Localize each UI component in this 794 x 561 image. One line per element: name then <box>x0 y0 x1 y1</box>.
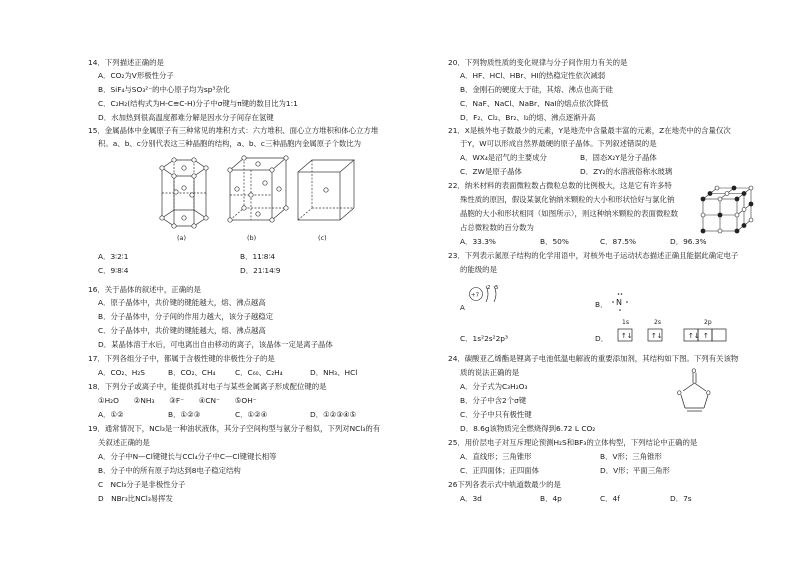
q21-option-d: D．ZY₂的水溶液俗称水玻璃 <box>580 167 673 176</box>
q25-stem: 25．用价层电子对互斥理论预测H₂S和BF₃的立体构型，下列结论中正确的是 <box>448 438 698 447</box>
q15-stem: 15．金属晶体中金属原子有三种常见的堆积方式：六方堆积、面心立方堆积和体心立方堆 <box>88 126 379 135</box>
q23-option-b-label: B． <box>595 300 608 309</box>
q22-option-d: D．96.3% <box>670 237 707 246</box>
q24-option-b: B．分子中含2个σ键 <box>460 396 527 405</box>
q24-stem-cont: 质的说法正确的是 <box>460 368 520 377</box>
q24-stem: 24．碳酸亚乙烯酯是锂离子电池低温电解液的重要添加剂，其结构如下图。下列有关该物 <box>448 354 739 363</box>
q21-stem-cont: 于Y，W可以形成自然界最硬的原子晶体。下列叙述错误的是 <box>460 139 657 148</box>
svg-text:↑: ↑ <box>703 332 709 340</box>
orbital-label-2s: 2s <box>654 319 661 326</box>
fig-label-a: (a) <box>177 234 187 242</box>
svg-text:↑↓: ↑↓ <box>621 332 633 340</box>
q22-stem-3: 晶胞的大小和形状相同（如图所示），则这种纳米颗粒的表面微粒数 <box>460 209 679 218</box>
svg-text:↑↓: ↑↓ <box>688 332 700 340</box>
q18-option-c: C．①②④ <box>235 410 268 419</box>
q19-stem: 19．通常情况下，NCl₃是一种油状液体，其分子空间构型与氨分子相似，下列对NCl₃的有 <box>88 424 381 433</box>
q15-option-d: D．21∶14∶9 <box>240 266 281 275</box>
crystal-structures-figure <box>150 150 355 245</box>
q26-option-b: B．4p <box>540 494 562 503</box>
q25-option-c: C．正四面体；正四面体 <box>460 466 540 475</box>
q22-stem-4: 占总微粒数的百分数为 <box>460 223 534 232</box>
atom-shell-2: 5 <box>495 285 499 291</box>
q16-stem: 16．关于晶体的叙述中，正确的是 <box>88 285 201 294</box>
q19-option-b: B．分子中的所有原子均达到8电子稳定结构 <box>98 466 241 475</box>
q16-option-d: D．某晶体溶于水后，可电离出自由移动的离子，该晶体一定是离子晶体 <box>98 340 333 349</box>
q25-option-a: A．直线形；三角锥形 <box>460 452 532 461</box>
q17-option-d: D．NH₃、HCl <box>310 368 358 377</box>
q21-stem: 21．X是核外电子数最少的元素，Y是地壳中含量最丰富的元素，Z在地壳中的含量仅次 <box>448 126 731 135</box>
q18-stem: 18．下列分子或离子中，能提供孤对电子与某些金属离子形成配位键的是 <box>88 382 327 391</box>
orbital-label-2p: 2p <box>704 319 712 326</box>
svg-text:↑↓: ↑↓ <box>651 332 663 340</box>
q15-stem-cont: 积。a、b、c分别代表这三种晶胞的结构，a、b、c三种晶胞内金属原子个数比为 <box>98 139 362 148</box>
q26-option-c: C．4f <box>600 494 620 503</box>
q22-option-c: C．87.5% <box>600 237 637 246</box>
fig-label-c: (c) <box>318 234 327 242</box>
fig-label-b: (b) <box>247 234 257 242</box>
q19-option-c: C NCl₃分子是非极性分子 <box>98 480 186 489</box>
q26-stem: 26下列各表示式中轨道数最少的是 <box>448 480 561 489</box>
nacl-ions <box>701 186 754 234</box>
q17-stem: 17．下列各组分子中，都属于含极性键的非极性分子的是 <box>88 354 275 363</box>
q23-option-c: C．1s²2s²2p³ <box>460 334 508 343</box>
q23-stem-cont: 的能级的是 <box>460 265 497 274</box>
q15-option-b: B．11∶8∶4 <box>240 252 276 261</box>
q24-option-d: D．8.6g该物质完全燃烧得到6.72 L CO₂ <box>460 424 596 433</box>
q23-option-a-label: A <box>460 304 465 312</box>
q20-option-d: D．F₂、Cl₂、Br₂、I₂的熔、沸点逐渐升高 <box>460 113 596 122</box>
q18-items: ①H₂O ②NH₃ ③F⁻ ④CN⁻ ⑤OH⁻ <box>98 396 257 405</box>
atom-shell-1: 2 <box>487 285 491 291</box>
q17-option-c: C．C₆₀、C₂H₄ <box>235 368 283 377</box>
nacl-cell-figure <box>700 185 754 235</box>
q25-option-b: B．V形；三角锥形 <box>600 452 662 461</box>
q23-option-b-lewis <box>608 291 632 313</box>
q18-option-d: D．①②③④⑤ <box>310 410 357 419</box>
carbonyl-oxygen: O <box>691 368 697 375</box>
q18-option-a: A．①② <box>98 410 124 419</box>
q16-option-c: C．分子晶体中，共价键的键能越大，熔、沸点越高 <box>98 326 266 335</box>
vinylene-carbonate-structure <box>668 368 720 420</box>
orbital-label-1s: 1s <box>622 319 629 326</box>
q15-option-a: A．3∶2∶1 <box>98 252 129 261</box>
q24-option-a: A．分子式为C₃H₂O₃ <box>460 382 528 391</box>
hexagonal-cell-a <box>160 158 208 228</box>
q14-option-b: B．SiF₄与SO₃²⁻的中心原子均为sp³杂化 <box>98 85 231 94</box>
q22-option-b: B．50% <box>540 237 569 246</box>
q15-option-c: C．9∶8∶4 <box>98 266 129 275</box>
q21-option-c: C．ZW是原子晶体 <box>460 167 522 176</box>
q25-option-d: D．V形；平面三角形 <box>600 466 670 475</box>
q21-option-a: A．WX₄是沼气的主要成分 <box>460 153 547 162</box>
q19-stem-cont: 关叙述正确的是 <box>98 438 150 447</box>
q14-stem: 14．下列描述正确的是 <box>88 58 164 67</box>
q19-option-a: A．分子中N—Cl键键长与CCl₄分子中C—Cl键键长相等 <box>98 452 277 461</box>
fcc-cell-b <box>228 156 288 222</box>
q22-stem: 22．纳米材料的表面微粒数占微粒总数的比例极大，这是它有许多特 <box>448 181 672 190</box>
q17-option-b: B．CO₂、CH₄ <box>168 368 216 377</box>
q22-stem-2: 殊性质的原因，假设某氯化钠纳米颗粒的大小和形状恰好与氯化钠 <box>460 195 675 204</box>
q22-option-a: A．33.3% <box>460 237 496 246</box>
q16-option-b: B．分子晶体中，分子间的作用力越大，该分子越稳定 <box>98 312 274 321</box>
ring-oxygen-left: O <box>677 390 682 397</box>
q19-option-d: D NBr₃比NCl₃易挥发 <box>98 494 173 503</box>
q23-option-d-orbital-diagram <box>608 316 738 346</box>
lewis-symbol-n: N <box>616 298 622 307</box>
q26-option-a: A．3d <box>460 494 482 503</box>
q21-option-b: B．固态X₂Y是分子晶体 <box>580 153 657 162</box>
q14-option-d: D．水加热到很高温度都难分解是因水分子间存在氢键 <box>98 113 274 122</box>
q20-stem: 20．下列物质性质的变化规律与分子间作用力有关的是 <box>448 58 628 67</box>
q18-option-b: B．①②③ <box>168 410 201 419</box>
q23-stem: 23．下列表示氮原子结构的化学用语中，对核外电子运动状态描述正确且能据此确定电子 <box>448 251 739 260</box>
q14-option-c: C．C₂H₂(结构式为H-C≡C-H)分子中σ键与π键的数目比为1:1 <box>98 99 298 108</box>
q26-option-d: D．7s <box>670 494 692 503</box>
atom-nucleus-charge: +7 <box>471 292 480 299</box>
q17-option-a: A．CO₂、H₂S <box>98 368 145 377</box>
ring-oxygen-right: O <box>706 390 711 397</box>
q20-option-c: C．NaF、NaCl、NaBr、NaI的熔点依次降低 <box>460 99 609 108</box>
q20-option-a: A．HF、HCl、HBr、HI的热稳定性依次减弱 <box>460 71 606 80</box>
q23-option-d-label: D． <box>595 334 609 343</box>
q16-option-a: A．原子晶体中，共价键的键能越大，熔、沸点越高 <box>98 298 266 307</box>
bcc-cell-c <box>298 160 354 220</box>
q23-option-a-atom-diagram <box>458 280 518 320</box>
q14-option-a: A．CO₂为V形极性分子 <box>98 71 174 80</box>
q24-option-c: C．分子中只有极性键 <box>460 410 532 419</box>
q20-option-b: B．金刚石的硬度大于硅，其熔、沸点也高于硅 <box>460 85 613 94</box>
